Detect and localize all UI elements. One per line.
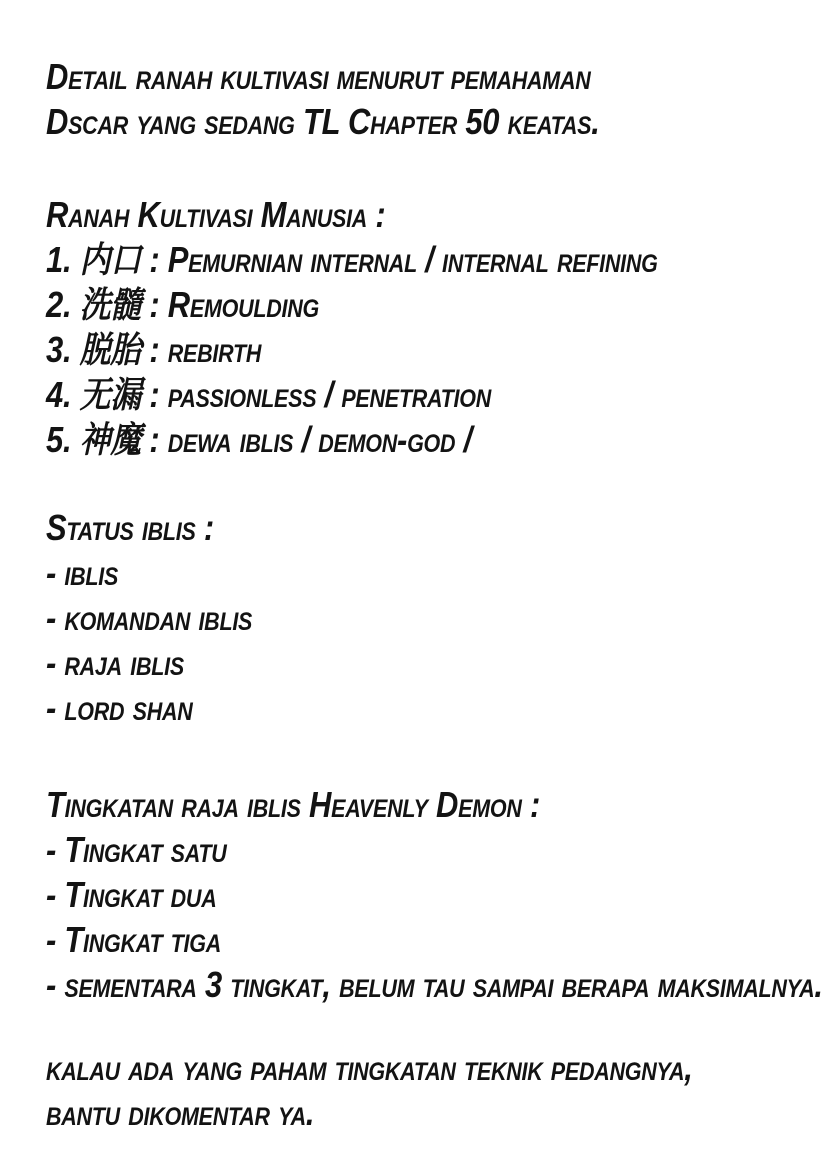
intro-block: [46, 54, 600, 144]
tier-item-3: - Tingkat tiga: [46, 919, 221, 960]
outro-line-1: kalau ada yang paham tingkatan teknik pedangnya,: [46, 1047, 693, 1088]
status-item-3: - raja iblis: [46, 642, 184, 683]
tier-item-2: - Tingkat dua: [46, 874, 217, 915]
realms-heading: Ranah Kultivasi Manusia :: [46, 194, 386, 235]
realm-item-1: 1. 内口 : Pemurnian internal / internal refining: [46, 239, 658, 280]
intro-line-2: Dscar yang sedang TL Chapter 50 keatas.: [46, 101, 600, 142]
realm-item-5: 5. 神魔 : dewa iblis / demon-god /: [46, 419, 472, 460]
status-heading: Status iblis :: [46, 507, 214, 548]
realm-item-4: 4. 无漏 : passionless / penetration: [46, 374, 491, 415]
tiers-heading: Tingkatan raja iblis Heavenly Demon :: [46, 784, 541, 825]
status-item-2: - komandan iblis: [46, 597, 253, 638]
outro-line-2: bantu dikomentar ya.: [46, 1092, 315, 1133]
intro-line-1: Detail ranah kultivasi menurut pemahaman: [46, 56, 591, 97]
section-demon-status: [46, 505, 252, 730]
realm-item-2: 2. 洗髓 : Remoulding: [46, 284, 319, 325]
tier-item-1: - Tingkat satu: [46, 829, 227, 870]
status-item-1: - iblis: [46, 552, 119, 593]
section-heavenly-demon-tiers: [46, 782, 823, 1007]
outro-block: [46, 1045, 693, 1135]
tier-item-4: - sementara 3 tingkat, belum tau sampai berapa maksimalnya.: [46, 964, 823, 1005]
section-human-cultivation-realms: [46, 192, 658, 462]
realm-item-3: 3. 脱胎 : rebirth: [46, 329, 262, 370]
status-item-4: - lord shan: [46, 687, 193, 728]
